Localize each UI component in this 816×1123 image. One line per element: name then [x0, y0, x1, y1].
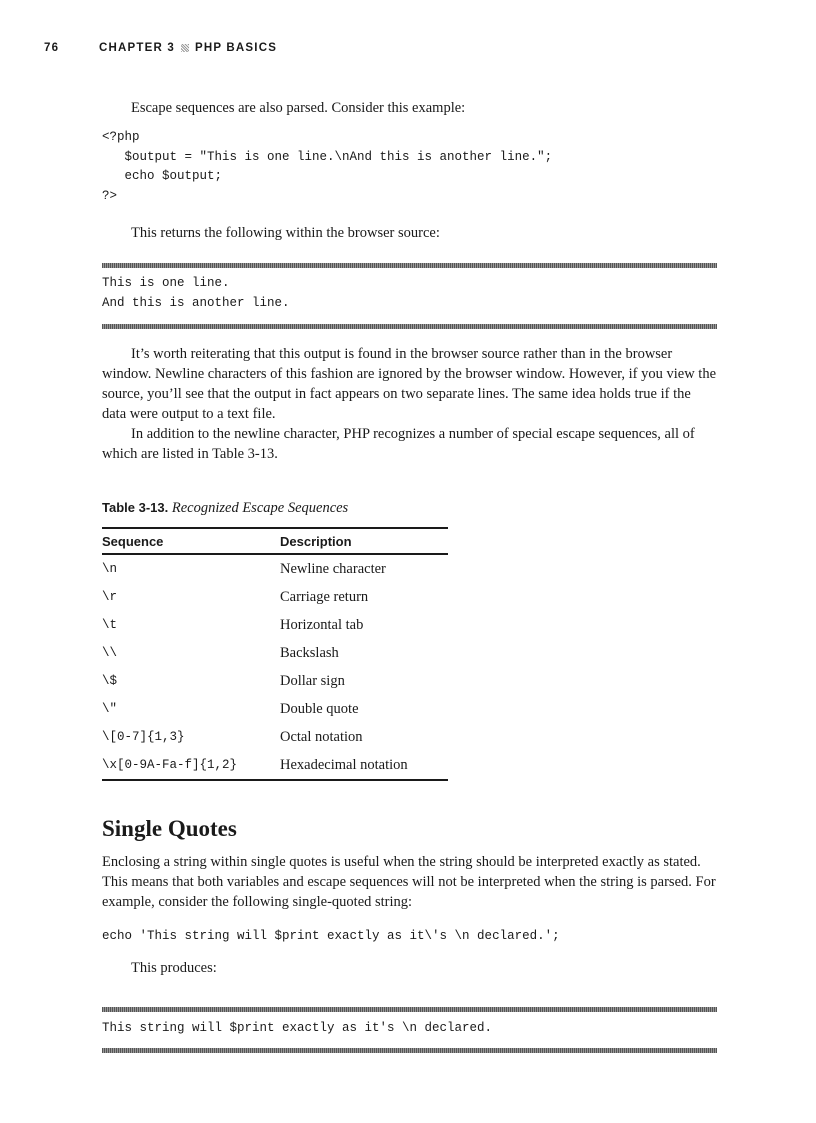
returns-text: This returns the following within the browser source:	[131, 225, 440, 241]
table-row	[102, 554, 448, 583]
chapter-heading	[99, 42, 277, 54]
sequence-cell: \n	[102, 562, 118, 576]
escape-intro-text: Escape sequences are also parsed. Consider this example:	[131, 100, 466, 116]
description-column-header: Description	[280, 528, 448, 554]
sequence-column-header: Sequence	[102, 528, 280, 554]
table-row	[102, 639, 448, 667]
php-code-example: <?php $output = "This is one line.\nAnd this is another line."; echo $output; ?>	[102, 130, 553, 203]
table-row	[102, 751, 448, 780]
escape-list-paragraph: In addition to the newline character, PHP recognizes a number of special escape sequences, all of which are listed in Table 3-13.	[102, 426, 695, 462]
browser-output-example: This is one line. And this is another line.	[102, 276, 290, 310]
output2-top-rule	[102, 1007, 717, 1012]
single-quote-code: echo 'This string will $print exactly as it\'s \n declared.';	[102, 929, 560, 943]
description-cell: Double quote	[280, 700, 359, 717]
table-row	[102, 695, 448, 723]
running-header	[44, 42, 278, 54]
table-row	[102, 723, 448, 751]
escape-sequences-table	[102, 527, 448, 781]
chapter-title: PHP BASICS	[194, 42, 278, 54]
sequence-cell: \"	[102, 702, 118, 716]
sequence-cell: \t	[102, 618, 118, 632]
section-heading-single-quotes: Single Quotes	[102, 816, 237, 841]
table-caption-title: Recognized Escape Sequences	[171, 500, 349, 516]
sequence-cell: \\	[102, 646, 118, 660]
page-number: 76	[44, 42, 60, 54]
table-row	[102, 667, 448, 695]
description-cell: Dollar sign	[280, 672, 345, 689]
description-cell: Octal notation	[280, 728, 363, 745]
sequence-cell: \[0-7]{1,3}	[102, 730, 185, 744]
description-cell: Carriage return	[280, 588, 369, 605]
table-row	[102, 611, 448, 639]
sequence-cell: \x[0-9A-Fa-f]{1,2}	[102, 751, 280, 780]
description-cell: Newline character	[280, 560, 386, 577]
reiteration-paragraph: It’s worth reiterating that this output is found in the browser source rather than in the browser window. Newline characters of this fashion are ignored by the browser window. However, if you view the source, you’ll see that the output in fact appears on two separate lines. The same idea holds true if the data were output to a text file.	[102, 346, 717, 422]
table-caption	[102, 500, 348, 517]
single-quotes-paragraph: Enclosing a string within single quotes is useful when the string should be interpreted exactly as stated. This means that both variables and escape sequences will not be interpreted when the string is parsed. For example, consider the following single-quoted string:	[102, 854, 716, 910]
chapter-label: CHAPTER 3	[99, 42, 175, 54]
table-header-row	[102, 528, 448, 554]
sequence-cell: \r	[102, 590, 118, 604]
produces-text: This produces:	[131, 960, 217, 976]
description-cell: Horizontal tab	[280, 616, 364, 633]
separator-square-icon	[181, 44, 189, 52]
description-cell: Backslash	[280, 644, 339, 661]
table-row	[102, 583, 448, 611]
description-cell: Hexadecimal notation	[280, 751, 448, 780]
output2-bottom-rule	[102, 1048, 717, 1053]
output-top-rule	[102, 263, 717, 268]
sequence-cell: \$	[102, 674, 118, 688]
table-caption-number: Table 3-13.	[102, 500, 169, 515]
single-quote-output: This string will $print exactly as it's \n declared.	[102, 1021, 493, 1035]
output-bottom-rule	[102, 324, 717, 329]
